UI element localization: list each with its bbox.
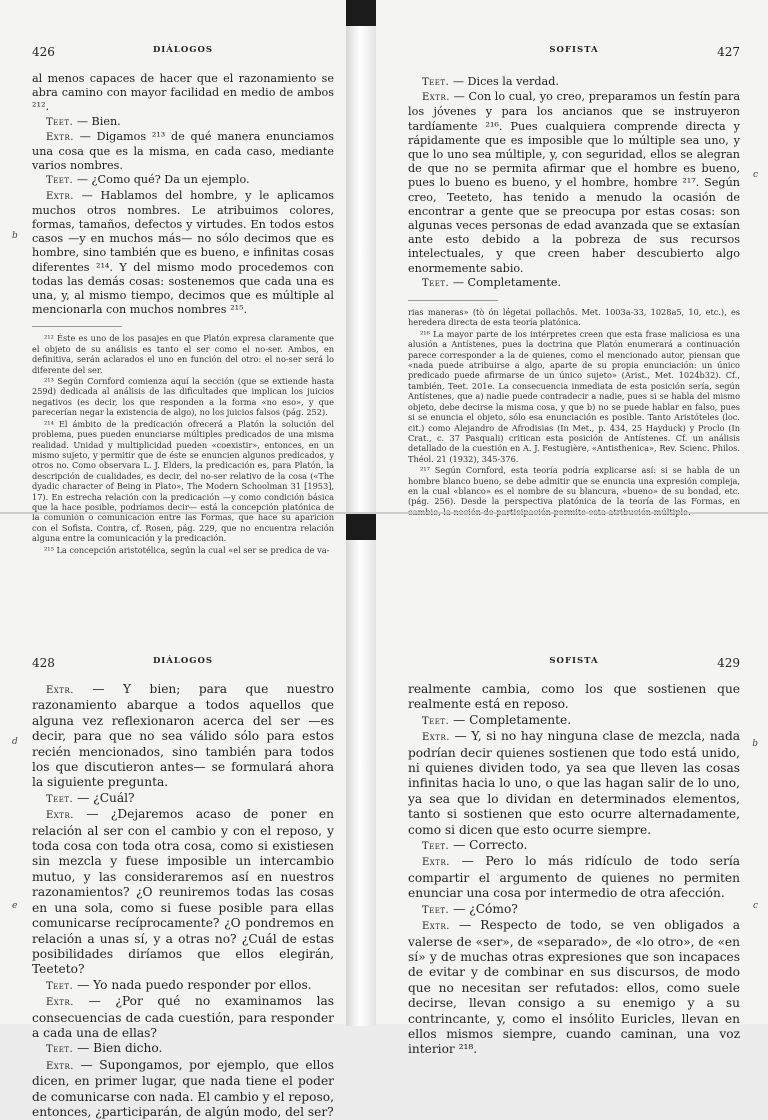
page-body xyxy=(408,75,740,517)
dialogue-paragraph: Extr. — Respecto de todo, se ven obligados a valerse de «ser», de «separado», de «lo otro», de «en sí» y de muchas otras expresiones que son incapaces de evitar y de combinar en sus discursos, de modo que no necesitan ser refutados: ellos, como suele decirse, llevan consigo a su enemigo y a su contrincante, y, como el insólito Euricles, llevan en ellos mismos siempre, cuando caminan, una voz interior ²¹⁸. xyxy=(408,918,740,1057)
dialogue-paragraph: Extr. — ¿Dejaremos acaso de poner en relación al ser con el cambio y con el reposo, y toda cosa con toda otra cosa, como si existiesen sin mezcla y fuese imposible un intercambio mutuo, y las consideraremos así en nuestros razonamientos? ¿O reuniremos todas las cosas en una sola, como si fuese posible para ellas comunicarse recíprocamente? ¿O pondremos en relación a unas sí, y a otras no? ¿Cuál de estas posibilidades diríamos que ellos elegirán, Teeteto? xyxy=(32,807,334,977)
speaker-label: Extr. xyxy=(46,810,74,822)
dialogue-paragraph: Teet. — ¿Cuál? xyxy=(46,790,135,805)
dialogue-paragraph: Teet. — Completamente. xyxy=(422,712,572,727)
page-428 xyxy=(10,514,352,1119)
speaker-label: Teet. xyxy=(46,116,74,128)
dialogue-paragraph: Teet. — ¿Como qué? Da un ejemplo. xyxy=(46,173,250,187)
dialogue-paragraph: Teet. — ¿Cómo? xyxy=(422,901,518,916)
dialogue-paragraph: Teet. — Bien dicho. xyxy=(46,1041,163,1056)
footnote: rias maneras» (tò ón légetai pollachôs. Met. 1003a-33, 1028a5, 10, etc.), es heredera directa de esta teoría platónica. xyxy=(408,307,740,328)
margin-letter: c xyxy=(752,901,758,911)
page-number: 427 xyxy=(717,45,740,59)
page-429 xyxy=(386,514,758,1057)
speaker-label: Extr. xyxy=(46,190,74,202)
page-427 xyxy=(386,0,758,517)
speaker-label: Teet. xyxy=(46,175,74,187)
speaker-label: Teet. xyxy=(422,277,450,289)
speaker-label: Extr. xyxy=(422,92,450,104)
footnote: ²¹² Éste es uno de los pasajes en que Platón expresa claramente que el objeto de su análisis es tanto el ser como el no-ser. Ambos, en definitiva, serán aclarados el uno en función del otro: el no-ser será lo diferente del ser. xyxy=(32,333,334,375)
running-head: SOFISTA xyxy=(549,45,599,55)
speaker-label: Extr. xyxy=(46,131,74,143)
footnote: ²¹⁶ La mayor parte de los intérpretes creen que esta frase maliciosa es una alusión a Antístenes, pues la doctrina que Platón enumerará a continuación parece corresponder a la de quienes, como el mencionado autor, piensan que «nada puede atribuirse a algo, aparte de su propia enunciación: un único predicado puede afirmarse de un único sujeto» (Arist., Met. 1024b32). Cf., también, Teet. 201e. La consecuencia inmediata de esta posición sería, según Antístenes, que a) nadie puede contradecir a nadie, pues si se habla del mismo objeto, debe decirse la misma cosa, y que b) no se puede hablar en falso, pues si se enuncia el objeto, sólo esa enunciación es posible. Tanto Aristóteles (loc. cit.) como Alejandro de Afrodisias (In Met., p. 434, 25 Hayduck) y Proclo (In Crat., c. 37 Pasquali) critican esta posición de Antístenes. Cf. un análisis detallado de la cuestión en A. J. Festugière, «Antisthenica», Rev. Scienc. Philos. Théol. 21 (1932), 345-376. xyxy=(408,328,740,464)
dialogue-paragraph: Extr. — Digamos ²¹³ de qué manera enunciamos una cosa que es la misma, en cada caso, mediante varios nombres. xyxy=(32,129,335,173)
speaker-label: Teet. xyxy=(46,980,74,992)
dialogue-paragraph: Extr. — Hablamos del hombre, y le aplicamos muchos otros nombres. Le atribuimos colores, formas, tamaños, defectos y virtudes. En todos estos casos —y en muchos más— no sólo decimos que es hombre, sino también que es bueno, e infinitas cosas diferentes ²¹⁴. Y del mismo modo procedemos con todas las demás cosas: sostenemos que cada una es una, y, al mismo tiempo, decimos que es múltiple al mencionarla con muchos nombres ²¹⁵. xyxy=(32,188,334,317)
page-body xyxy=(32,72,335,555)
speaker-label: Teet. xyxy=(422,904,450,916)
page-body xyxy=(408,682,741,1057)
dialogue-paragraph: Extr. — Supongamos, por ejemplo, que ellos dicen, en primer lugar, que nada tiene el poder de comunicarse con nada. El cambio y el reposo, entonces, ¿participarán, de algún modo, del ser? xyxy=(32,1057,335,1119)
dialogue-paragraph: realmente cambia, como los que sostienen que realmente está en reposo. xyxy=(408,682,740,712)
running-head: DIÁLOGOS xyxy=(152,656,214,666)
footnote-rule xyxy=(408,300,498,301)
speaker-label: Teet. xyxy=(422,715,450,727)
footnote-rule xyxy=(32,326,122,327)
speaker-label: Extr. xyxy=(46,685,74,696)
running-head: SOFISTA xyxy=(549,656,599,666)
speaker-label: Teet. xyxy=(422,77,450,88)
footnote: ²¹³ Según Cornford comienza aquí la sección (que se extiende hasta 259d) dedicada al análisis de las dificultades que implican los juicios negativos (es decir, los que responden a la forma «no eso», y que parecerían negar la existencia de algo), no los juicios falsos (pág. 252). xyxy=(32,376,334,418)
footnote: ²¹⁴ El ámbito de la predicación ofrecerá a Platón la solución del problema, pues pueden enunciarse múltiples predicados de una misma realidad. Unidad y multiplicidad pueden «coexistir», entonces, en un mismo sujeto, y permitir que de éste se enuncien algunos predicados, y otros no. Como observara L. J. Elders, la predicación es, para Platón, la descripción de cualidades, es decir, del no-ser relativo de la cosa («The dyadic character of Being in Plato», The Modern Schoolman 31 [1953], 17). En estrecha relación con la predicación —y como condición básica que la hace posible, podríamos decir— está la concepción platónica de la comunión o comunicación entre las Formas, que hace su aparición con el Sofista. Contra, cf. Rosen, pág. 229, que no encuentra relación alguna entre la comunicación y la predicación. xyxy=(32,418,334,544)
running-head: DIÁLOGOS xyxy=(152,45,214,55)
dialogue-paragraph: Extr. — Y, si no hay ninguna clase de mezcla, nada podrían decir quienes sostienen que todo está unido, ni quienes dividen todo, ya sea que lleven las cosas infinitas hacia lo uno, o que las hagan salir de lo uno, ya sea que lo dividan en determinados elementos, tanto si sostienen que esto ocurre alternadamente, como si dicen que esto ocurre siempre. xyxy=(408,729,741,837)
margin-letter: b xyxy=(752,739,758,749)
speaker-label: Teet. xyxy=(422,841,450,853)
page-number: 426 xyxy=(32,45,55,59)
page-body xyxy=(32,682,335,1119)
page-426 xyxy=(10,0,352,555)
book-spread-top xyxy=(0,0,768,555)
dialogue-paragraph: Extr. — Pero lo más ridículo de todo sería compartir el argumento de quienes no permiten enunciar una cosa por intermedio de otra afección. xyxy=(408,854,741,901)
footnote: ²¹⁵ La concepción aristotélica, según la cual «el ser se predica de va- xyxy=(44,544,330,555)
speaker-label: Teet. xyxy=(46,793,74,805)
speaker-label: Extr. xyxy=(46,997,74,1009)
dialogue-paragraph: Teet. — Correcto. xyxy=(422,838,528,853)
speaker-label: Extr. xyxy=(422,732,450,744)
book-spread-bottom xyxy=(0,512,768,1119)
page-number: 429 xyxy=(717,656,740,670)
dialogue-paragraph: Teet. — Yo nada puedo responder por ellos. xyxy=(46,977,312,992)
dialogue-paragraph: Teet. — Completamente. xyxy=(422,275,562,289)
speaker-label: Extr. xyxy=(422,857,450,869)
page-header xyxy=(408,45,740,59)
dialogue-paragraph: Teet. — Dices la verdad. xyxy=(422,75,559,88)
dialogue-paragraph: al menos capaces de hacer que el razonamiento se abra camino con mayor facilidad en medio de ambos ²¹². xyxy=(32,72,334,114)
dialogue-paragraph: Teet. — Bien. xyxy=(46,114,121,128)
speaker-label: Extr. xyxy=(46,1060,74,1072)
page-header xyxy=(32,656,334,670)
margin-letter: e xyxy=(12,901,18,911)
margin-letter: c xyxy=(752,170,758,180)
margin-letter: d xyxy=(12,737,18,747)
dialogue-paragraph: Extr. — Con lo cual, yo creo, preparamos un festín para los jóvenes y para los ancianos que se instruyeron tardíamente ²¹⁶. Pues cualquiera comprende directa y rápidamente que es imposible que lo múltiple sea uno, y que lo uno sea múltiple, y, con seguridad, ellos se alegran de que no se permita afirmar que el hombre es bueno, pues lo bueno es bueno, y el hombre, hombre ²¹⁷. Según creo, Teeteto, has tenido a menudo la ocasión de encontrar a gente que se preocupa por estas cosas: son algunas veces personas de edad avanzada que se extasían ante esto debido a la pobreza de sus recursos intelectuales, y que creen haber descubierto algo enormemente sabio. xyxy=(408,90,740,275)
speaker-label: Teet. xyxy=(46,1044,74,1056)
page-header xyxy=(408,656,740,670)
margin-letter: b xyxy=(12,231,18,241)
footnote: ²¹⁷ Según Cornford, esta teoría podría explicarse así: si se habla de un hombre blanco bueno, se debe admitir que se enuncia una expresión compleja, en la cual «blanco» es el nombre de su blancura, «bueno» de su bondad, etc. (pág. 256). Desde la perspectiva platónica de la teoría de las Formas, en cambio, la noción de participación permite esta atribución múltiple. xyxy=(408,465,740,517)
speaker-label: Extr. xyxy=(422,921,450,933)
page-header xyxy=(32,45,334,59)
dialogue-paragraph: Extr. — ¿Por qué no examinamos las consecuencias de cada cuestión, para responder a cada una de ellas? xyxy=(32,994,334,1040)
dialogue-paragraph: Extr. — Y bien; para que nuestro razonamiento abarque a todos aquellos que alguna vez reflexionaron acerca del ser —es decir, para que no sea válido sólo para estos recién mencionados, sino también para todos los que discutieron antes— se formulará ahora la siguiente pregunta. xyxy=(32,682,334,790)
page-number: 428 xyxy=(32,656,55,670)
